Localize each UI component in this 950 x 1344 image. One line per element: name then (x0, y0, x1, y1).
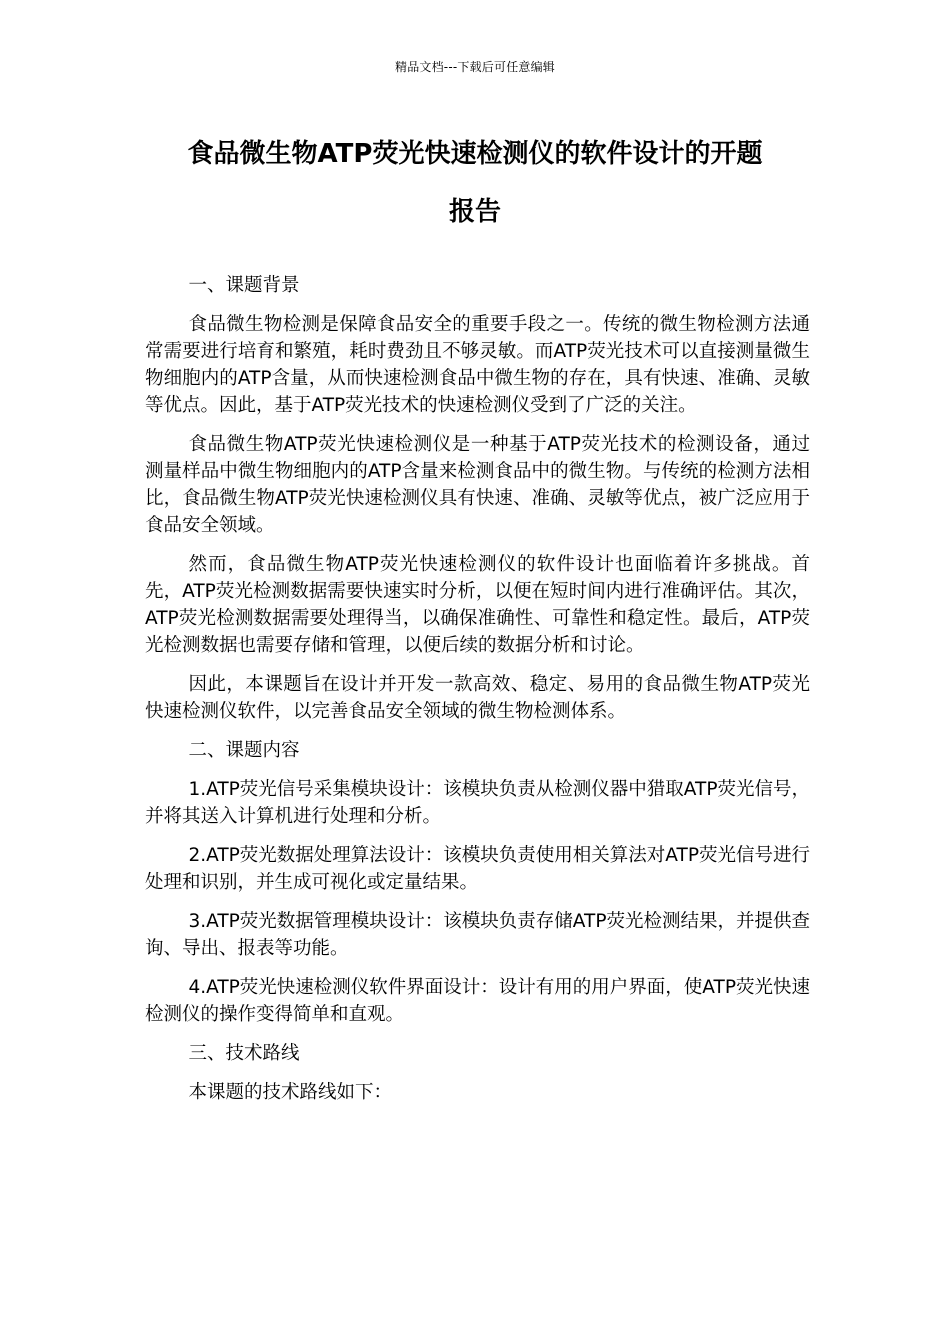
paragraph-background-1: 食品微生物检测是保障食品安全的重要手段之一。传统的微生物检测方法通常需要进行培育和繁殖，耗时费劲且不够灵敏。而ATP荧光技术可以直接测量微生物细胞内的ATP含量，从而快速检测食品中微生物的存在，具有快速、准确、灵敏等优点。因此，基于ATP荧光技术的快速检测仪受到了广泛的关注。 (145, 314, 810, 416)
document-body (145, 272, 810, 1118)
paragraph-content-4: 4.ATP荧光快速检测仪软件界面设计：设计有用的用户界面，使ATP荧光快速检测仪的操作变得简单和直观。 (145, 977, 810, 1025)
paragraph-content-1: 1.ATP荧光信号采集模块设计：该模块负责从检测仪器中猎取ATP荧光信号，并将其送入计算机进行处理和分析。 (145, 779, 810, 827)
section-heading-background: 一、课题背景 (188, 275, 300, 296)
paragraph-content-3: 3.ATP荧光数据管理模块设计：该模块负责存储ATP荧光检测结果，并提供查询、导出、报表等功能。 (145, 911, 810, 959)
document-title-line1: 食品微生物ATP荧光快速检测仪的软件设计的开题 (187, 139, 763, 169)
paragraph-background-3: 然而，食品微生物ATP荧光快速检测仪的软件设计也面临着许多挑战。首先，ATP荧光检测数据需要快速实时分析，以便在短时间内进行准确评估。其次，ATP荧光检测数据需要处理得当，以确保准确性、可靠性和稳定性。最后，ATP荧光检测数据也需要存储和管理，以便后续的数据分析和讨论。 (145, 554, 810, 656)
paragraph-background-2: 食品微生物ATP荧光快速检测仪是一种基于ATP荧光技术的检测设备，通过测量样品中微生物细胞内的ATP含量来检测食品中的微生物。与传统的检测方法相比，食品微生物ATP荧光快速检测仪具有快速、准确、灵敏等优点，被广泛应用于食品安全领域。 (145, 434, 810, 536)
paragraph-background-4: 因此，本课题旨在设计并开发一款高效、稳定、易用的食品微生物ATP荧光快速检测仪软件，以完善食品安全领域的微生物检测体系。 (145, 674, 810, 722)
section-heading-technical-route: 三、技术路线 (188, 1043, 300, 1064)
paragraph-content-2: 2.ATP荧光数据处理算法设计：该模块负责使用相关算法对ATP荧光信号进行处理和识别，并生成可视化或定量结果。 (145, 845, 810, 893)
document-title-line2: 报告 (448, 197, 501, 227)
paragraph-technical-route-1: 本课题的技术路线如下： (188, 1082, 392, 1103)
section-heading-content: 二、课题内容 (188, 740, 300, 761)
header-note: 精品文档---下载后可任意编辑 (395, 60, 555, 74)
